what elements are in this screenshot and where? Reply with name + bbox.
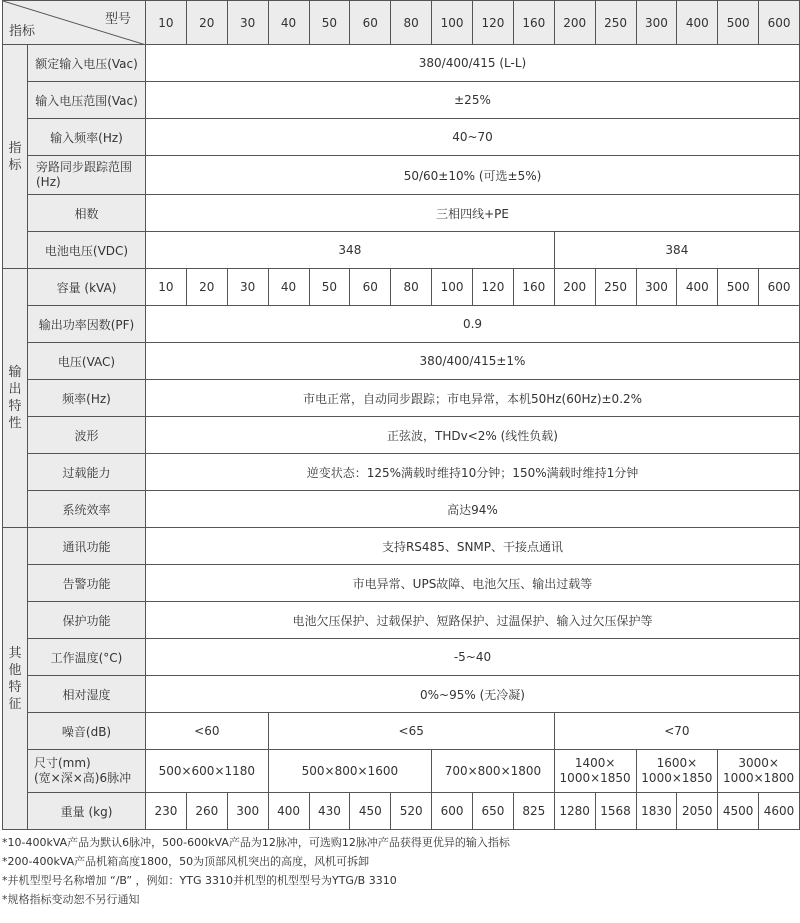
- footnotes: [2, 833, 800, 909]
- weight-cell: 650: [473, 793, 514, 830]
- weight-cell: 1568: [595, 793, 636, 830]
- row-output-voltage: [3, 343, 800, 380]
- row-label: 电池电压(VDC): [28, 232, 146, 269]
- spec-table: [2, 0, 800, 830]
- model-cell: 60: [350, 1, 391, 45]
- capacity-cell: 300: [636, 269, 677, 306]
- row-voltage-range: [3, 82, 800, 119]
- weight-cell: 300: [227, 793, 268, 830]
- capacity-cell: 10: [146, 269, 187, 306]
- model-cell: 120: [473, 1, 514, 45]
- capacity-cell: 30: [227, 269, 268, 306]
- section-input-label: 指 标: [3, 45, 28, 269]
- row-label: 输入频率(Hz): [28, 119, 146, 156]
- weight-cell: 260: [186, 793, 227, 830]
- row-humidity: [3, 676, 800, 713]
- row-value: 三相四线+PE: [146, 195, 800, 232]
- footnote: *10-400kVA产品为默认6脉冲，500-600kVA产品为12脉冲，可选购12脉冲产品获得更优异的输入指标: [2, 836, 510, 849]
- row-value: 逆变状态：125%满载时维持10分钟；150%满载时维持1分钟: [146, 454, 800, 491]
- model-cell: 250: [595, 1, 636, 45]
- row-label: 容量 (kVA): [28, 269, 146, 306]
- row-value: <70: [554, 713, 799, 750]
- row-value: 市电异常、UPS故障、电池欠压、输出过载等: [146, 565, 800, 602]
- capacity-cell: 160: [513, 269, 554, 306]
- capacity-cell: 200: [554, 269, 595, 306]
- row-label: 系统效率: [28, 491, 146, 528]
- row-value: 支持RS485、SNMP、干接点通讯: [146, 528, 800, 565]
- model-cell: 400: [677, 1, 718, 45]
- capacity-cell: 250: [595, 269, 636, 306]
- header-row: [3, 1, 800, 45]
- capacity-cell: 40: [268, 269, 309, 306]
- row-value: 348: [146, 232, 555, 269]
- row-value: 0.9: [146, 306, 800, 343]
- row-label: 重量 (kg): [28, 793, 146, 830]
- row-phase: [3, 195, 800, 232]
- row-label: 通讯功能: [28, 528, 146, 565]
- row-value: 电池欠压保护、过载保护、短路保护、过温保护、输入过欠压保护等: [146, 602, 800, 639]
- row-value: 0%~95% (无冷凝): [146, 676, 800, 713]
- capacity-cell: 400: [677, 269, 718, 306]
- row-output-frequency: [3, 380, 800, 417]
- row-noise: [3, 713, 800, 750]
- row-label: 工作温度(°C): [28, 639, 146, 676]
- row-dimensions: [3, 750, 800, 793]
- row-value: 380/400/415 (L-L): [146, 45, 800, 82]
- capacity-cell: 80: [391, 269, 432, 306]
- row-value: 500×600×1180: [146, 750, 269, 793]
- row-waveform: [3, 417, 800, 454]
- weight-cell: 4600: [759, 793, 800, 830]
- row-value: -5~40: [146, 639, 800, 676]
- row-label: 频率(Hz): [28, 380, 146, 417]
- row-label: 电压(VAC): [28, 343, 146, 380]
- capacity-cell: 100: [432, 269, 473, 306]
- row-alarm: [3, 565, 800, 602]
- weight-cell: 230: [146, 793, 187, 830]
- row-value: <60: [146, 713, 269, 750]
- row-value: 380/400/415±1%: [146, 343, 800, 380]
- row-label: 输出功率因数(PF): [28, 306, 146, 343]
- row-value: 高达94%: [146, 491, 800, 528]
- capacity-cell: 600: [759, 269, 800, 306]
- row-rated-voltage: [3, 45, 800, 82]
- row-value: <65: [268, 713, 554, 750]
- model-cell: 30: [227, 1, 268, 45]
- row-overload: [3, 454, 800, 491]
- row-value: 500×800×1600: [268, 750, 432, 793]
- row-value: 1400× 1000×1850: [554, 750, 636, 793]
- row-value: ±25%: [146, 82, 800, 119]
- model-cell: 40: [268, 1, 309, 45]
- model-cell: 50: [309, 1, 350, 45]
- row-efficiency: [3, 491, 800, 528]
- row-capacity: [3, 269, 800, 306]
- row-label: 噪音(dB): [28, 713, 146, 750]
- weight-cell: 4500: [718, 793, 759, 830]
- row-value: 384: [554, 232, 799, 269]
- row-value: 50/60±10% (可选±5%): [146, 156, 800, 195]
- model-cell: 20: [186, 1, 227, 45]
- section-output-label: 输 出 特 性: [3, 269, 28, 528]
- row-value: 1600× 1000×1850: [636, 750, 718, 793]
- weight-cell: 450: [350, 793, 391, 830]
- weight-cell: 600: [432, 793, 473, 830]
- model-cell: 200: [554, 1, 595, 45]
- weight-cell: 2050: [677, 793, 718, 830]
- footnote: *200-400kVA产品机箱高度1800，50为顶部风机突出的高度，风机可拆卸: [2, 855, 370, 868]
- weight-cell: 430: [309, 793, 350, 830]
- weight-cell: 1830: [636, 793, 677, 830]
- capacity-cell: 60: [350, 269, 391, 306]
- weight-cell: 400: [268, 793, 309, 830]
- footnote: *并机型型号名称增加 “/B” ，例如：YTG 3310并机型的机型型号为YTG/B 3310: [2, 874, 397, 887]
- model-cell: 600: [759, 1, 800, 45]
- row-label: 输入电压范围(Vac): [28, 82, 146, 119]
- section-other-label: 其 他 特 征: [3, 528, 28, 830]
- row-value: 市电正常，自动同步跟踪；市电异常，本机50Hz(60Hz)±0.2%: [146, 380, 800, 417]
- model-cell: 10: [146, 1, 187, 45]
- row-label: 波形: [28, 417, 146, 454]
- row-input-frequency: [3, 119, 800, 156]
- row-battery-voltage: [3, 232, 800, 269]
- capacity-cell: 20: [186, 269, 227, 306]
- footnote: *规格指标变动恕不另行通知: [2, 893, 140, 906]
- model-cell: 300: [636, 1, 677, 45]
- row-label: 过载能力: [28, 454, 146, 491]
- weight-cell: 1280: [554, 793, 595, 830]
- row-value: 40~70: [146, 119, 800, 156]
- model-cell: 100: [432, 1, 473, 45]
- row-protection: [3, 602, 800, 639]
- model-cell: 160: [513, 1, 554, 45]
- row-communication: [3, 528, 800, 565]
- capacity-cell: 500: [718, 269, 759, 306]
- capacity-cell: 50: [309, 269, 350, 306]
- row-value: 正弦波，THDv<2% (线性负载): [146, 417, 800, 454]
- row-label: 相数: [28, 195, 146, 232]
- row-value: 3000× 1000×1800: [718, 750, 800, 793]
- header-spec-label: 指标: [9, 24, 36, 39]
- row-label: 告警功能: [28, 565, 146, 602]
- capacity-cell: 120: [473, 269, 514, 306]
- row-label: 额定输入电压(Vac): [28, 45, 146, 82]
- model-cell: 80: [391, 1, 432, 45]
- header-model-label: 型号: [104, 12, 131, 27]
- weight-cell: 825: [513, 793, 554, 830]
- row-label: 旁路同步跟踪范围(Hz): [28, 156, 146, 195]
- row-weight: [3, 793, 800, 830]
- row-label: 尺寸(mm) (宽×深×高)6脉冲: [28, 750, 146, 793]
- row-label: 相对湿度: [28, 676, 146, 713]
- row-power-factor: [3, 306, 800, 343]
- row-label: 保护功能: [28, 602, 146, 639]
- row-temperature: [3, 639, 800, 676]
- model-cell: 500: [718, 1, 759, 45]
- weight-cell: 520: [391, 793, 432, 830]
- row-bypass-range: [3, 156, 800, 195]
- header-corner-cell: [3, 1, 146, 45]
- row-value: 700×800×1800: [432, 750, 555, 793]
